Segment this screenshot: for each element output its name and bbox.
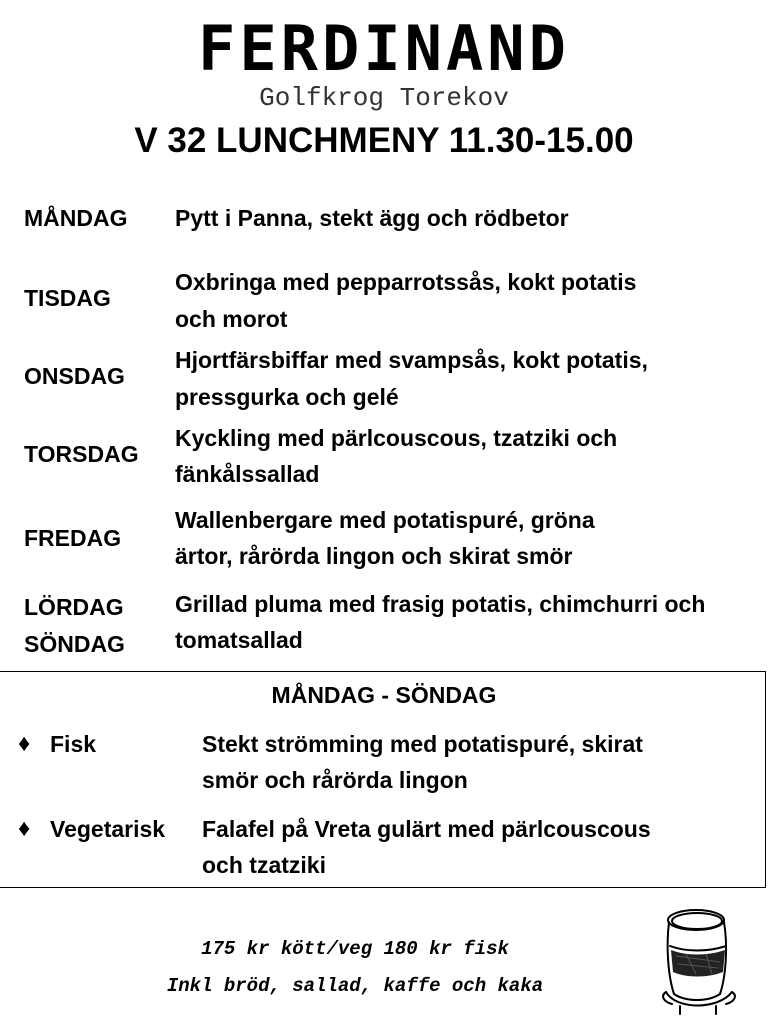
includes-line: Inkl bröd, sallad, kaffe och kaka <box>166 975 544 997</box>
pot-drawing-icon <box>656 906 740 1016</box>
day-friday: FREDAG <box>24 525 122 551</box>
diamond-bullet-icon: ♦ <box>18 730 31 757</box>
price-line: 175 kr kött/veg 180 kr fisk <box>201 938 509 960</box>
dish-weekend-line-2: tomatsallad <box>175 627 303 653</box>
day-thursday: TORSDAG <box>24 441 139 467</box>
dish-friday-line-2: ärtor, rårörda lingon och skirat smör <box>175 543 573 569</box>
dish-thursday-line-1: Kyckling med pärlcouscous, tzatziki och <box>175 425 618 451</box>
day-monday: MÅNDAG <box>24 205 128 231</box>
menu-title: V 32 LUNCHMENY 11.30-15.00 <box>134 121 634 160</box>
day-sunday: SÖNDAG <box>24 631 125 657</box>
weekly-heading: MÅNDAG - SÖNDAG <box>271 682 497 708</box>
dish-weekend-line-1: Grillad pluma med frasig potatis, chimchurri och <box>175 591 706 617</box>
day-tuesday: TISDAG <box>24 285 111 311</box>
day-saturday: LÖRDAG <box>24 594 124 620</box>
restaurant-logo: FERDINAND <box>198 12 570 85</box>
category-vegetarian: Vegetarisk <box>50 816 166 842</box>
day-wednesday: ONSDAG <box>24 363 125 389</box>
dish-tuesday-line-1: Oxbringa med pepparrotssås, kokt potatis <box>175 269 637 295</box>
veg-dish-line-2: och tzatziki <box>202 852 326 878</box>
fish-dish-line-2: smör och rårörda lingon <box>202 767 468 793</box>
dish-friday-line-1: Wallenbergare med potatispuré, gröna <box>175 507 595 533</box>
veg-dish-line-1: Falafel på Vreta gulärt med pärlcouscous <box>202 816 651 842</box>
dish-thursday-line-2: fänkålssallad <box>175 461 320 487</box>
dish-monday-line-1: Pytt i Panna, stekt ägg och rödbetor <box>175 205 569 231</box>
dish-wednesday-line-1: Hjortfärsbiffar med svampsås, kokt potatis, <box>175 347 648 373</box>
restaurant-subtitle: Golfkrog Torekov <box>259 83 509 113</box>
diamond-bullet-icon: ♦ <box>18 815 31 842</box>
dish-wednesday-line-2: pressgurka och gelé <box>175 384 399 410</box>
category-fish: Fisk <box>50 731 97 757</box>
fish-dish-line-1: Stekt strömming med potatispuré, skirat <box>202 731 643 757</box>
dish-tuesday-line-2: och morot <box>175 306 288 332</box>
